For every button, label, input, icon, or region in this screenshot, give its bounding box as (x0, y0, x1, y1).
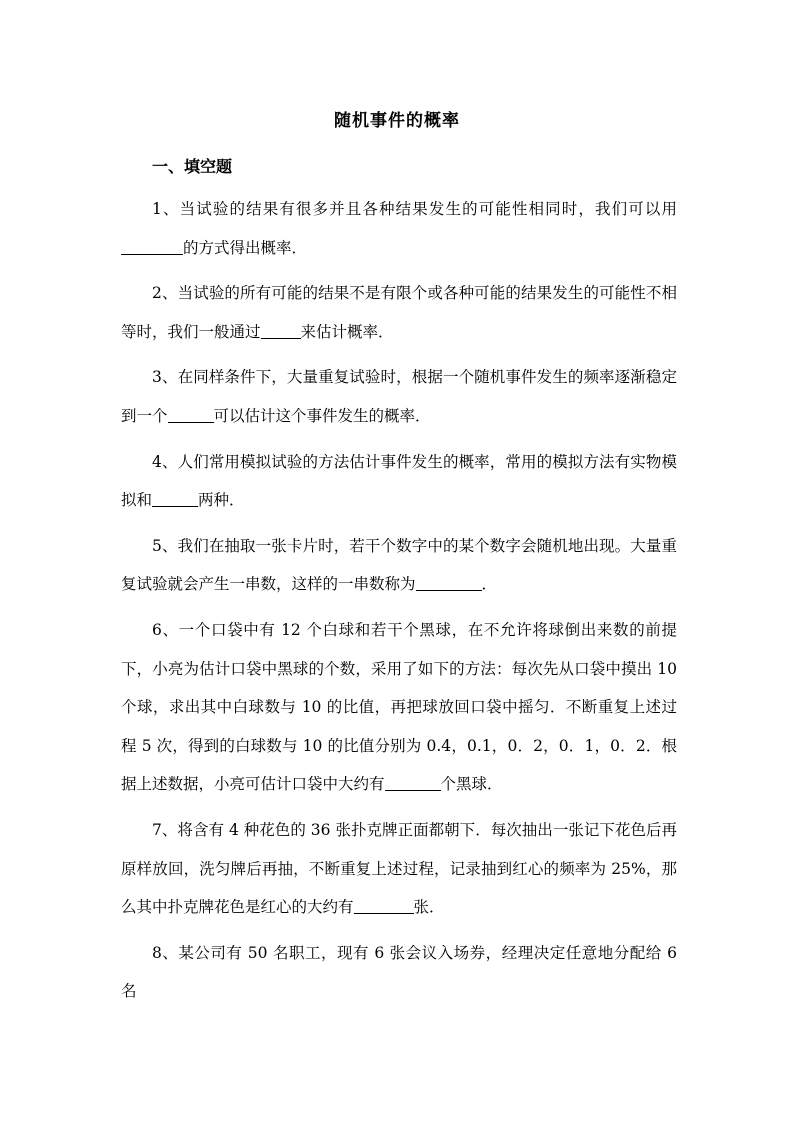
question-text-after: 个黑球． (440, 775, 503, 794)
question-number: 2、 (152, 284, 178, 303)
question-text-after: 来估计概率． (300, 322, 394, 341)
answer-blank (152, 491, 198, 508)
question-8 (121, 934, 677, 1011)
question-2 (121, 274, 677, 351)
question-text-after: 两种． (198, 491, 245, 510)
question-text: 我们在抽取一张卡片时，若干个数字中的某个数字会随机地出现。大量重复试验就会产生一串数，这样的一串数称为 (121, 536, 677, 594)
question-text-after: 可以估计这个事件发生的概率． (213, 406, 431, 425)
question-text: 在同样条件下，大量重复试验时，根据一个随机事件发生的频率逐渐稳定到一个 (121, 368, 677, 425)
answer-blank (261, 322, 301, 339)
answer-blank (385, 775, 441, 792)
question-number: 3、 (152, 368, 178, 387)
question-text: 将含有 4 种花色的 36 张扑克牌正面都朝下．每次抽出一张记下花色后再原样放回，洗匀牌后再抽，不断重复上述过程，记录抽到红心的频率为 25%，那么其中扑克牌花色是红心的大约有 (121, 820, 677, 917)
question-7 (121, 811, 677, 927)
question-6 (121, 611, 677, 804)
answer-blank (168, 406, 214, 423)
question-text: 某公司有 50 名职工，现有 6 张会议入场券，经理决定任意地分配给 6 名 (121, 943, 677, 1001)
question-number: 4、 (152, 452, 178, 471)
question-text-after: ． (481, 575, 498, 594)
question-number: 5、 (152, 536, 178, 555)
answer-blank (416, 575, 482, 592)
question-number: 8、 (152, 943, 179, 962)
question-text: 一个口袋中有 12 个白球和若干个黑球，在不允许将球倒出来数的前提下，小亮为估计口袋中黑球的个数，采用了如下的方法：每次先从口袋中摸出 10 个球，求出其中白球数与 10 的比值，再把球放回口袋中摇匀．不断重复上述过程 5 次，得到的白球数与 10 的比值分别为 0.4，0.1，0．2，0．1，0．2．根据上述数据，小亮可估计口袋中大约有 (121, 620, 677, 794)
question-number: 7、 (152, 820, 178, 839)
question-text: 当试验的结果有很多并且各种结果发生的可能性相同时，我们可以用 (179, 200, 677, 218)
question-3 (121, 358, 677, 435)
question-1 (121, 190, 677, 267)
question-4 (121, 443, 677, 520)
question-5 (121, 527, 677, 604)
document-title: 随机事件的概率 (334, 111, 460, 131)
section-heading: 一、填空题 (152, 157, 233, 176)
question-list (121, 190, 677, 1018)
question-number: 6、 (152, 620, 179, 639)
answer-blank (121, 238, 183, 255)
question-text-after: 张． (413, 898, 445, 917)
question-text: 当试验的所有可能的结果不是有限个或各种可能的结果发生的可能性不相等时，我们一般通过 (121, 284, 677, 341)
answer-blank (354, 898, 414, 915)
question-text-after: 的方式得出概率． (183, 238, 308, 257)
question-number: 1、 (152, 200, 180, 218)
question-text: 人们常用模拟试验的方法估计事件发生的概率，常用的模拟方法有实物模拟和 (121, 452, 677, 510)
